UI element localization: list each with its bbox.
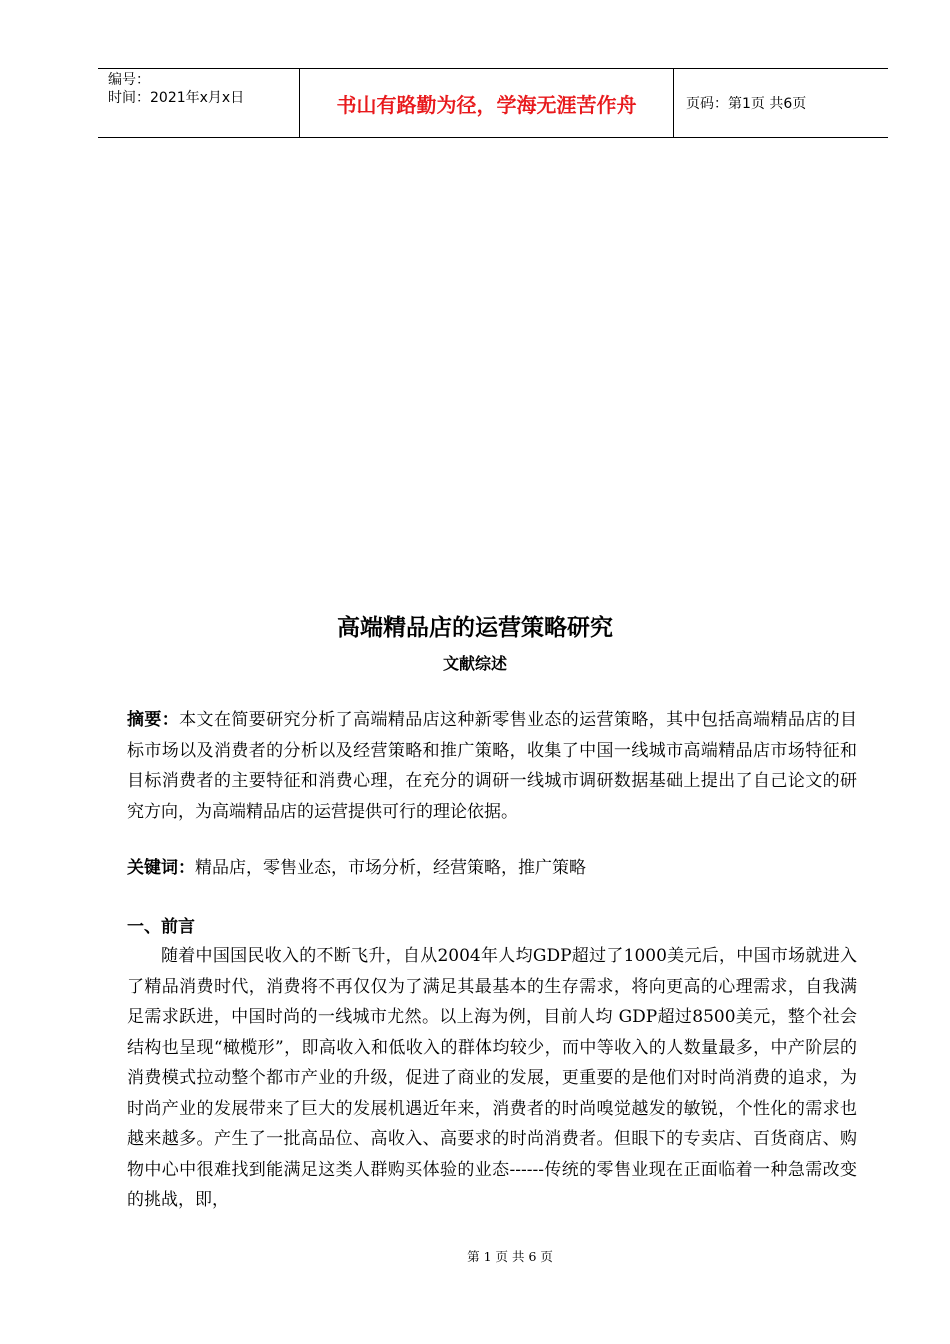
header-meta	[98, 69, 300, 137]
document-title: 高端精品店的运营策略研究	[337, 615, 613, 641]
section-heading: 一、前言	[127, 917, 195, 937]
header-motto: 书山有路勤为径，学海无涯苦作舟	[336, 92, 637, 117]
header-page-info: 页码：第1页 共6页	[686, 96, 807, 112]
abstract-text: 本文在简要研究分析了高端精品店这种新零售业态的运营策略，其中包括高端精品店的目标市场以及消费者的分析以及经营策略和推广策略，收集了中国一线城市高端精品店市场特征和目标消费者的主要特征和消费心理，在充分的调研一线城市调研数据基础上提出了自己论文的研究方向，为高端精品店的运营提供可行的理论依据。	[127, 710, 857, 822]
section-body-paragraph: 随着中国国民收入的不断飞升，自从2004年人均GDP超过了1000美元后，中国市场就进入了精品消费时代，消费将不再仅仅为了满足其最基本的生存需求，将向更高的心理需求，自我满足需求跃进，中国时尚的一线城市尤然。以上海为例，目前人均 GDP超过8500美元，整个社会结构也呈现“橄榄形”，即高收入和低收入的群体均较少，而中等收入的人数量最多，中产阶层的消费模式拉动整个都市产业的升级，促进了商业的发展，更重要的是他们对时尚消费的追求，为时尚产业的发展带来了巨大的发展机遇近年来，消费者的时尚嗅觉越发的敏锐，个性化的需求也越来越多。产生了一批高品位、高收入、高要求的时尚消费者。但眼下的专卖店、百货商店、购物中心中很难找到能满足这类人群购买体验的业态------传统的零售业现在正面临着一种急需改变的挑战，即，	[127, 946, 857, 1210]
abstract-paragraph	[127, 705, 857, 827]
keywords-label: 关键词：	[127, 858, 195, 878]
document-subtitle: 文献综述	[442, 654, 507, 673]
page-footer: 第 1 页 共 6 页	[467, 1249, 553, 1264]
doc-number-label: 编号：	[108, 72, 150, 88]
header-motto-cell	[300, 69, 674, 137]
abstract-label: 摘要：	[127, 710, 180, 730]
keywords-paragraph	[127, 853, 857, 884]
keywords-text: 精品店，零售业态，市场分析，经营策略，推广策略	[195, 858, 586, 878]
header-page-cell	[674, 69, 888, 137]
doc-time-label: 时间：2021年x月x日	[108, 90, 245, 106]
page-header	[98, 68, 888, 138]
